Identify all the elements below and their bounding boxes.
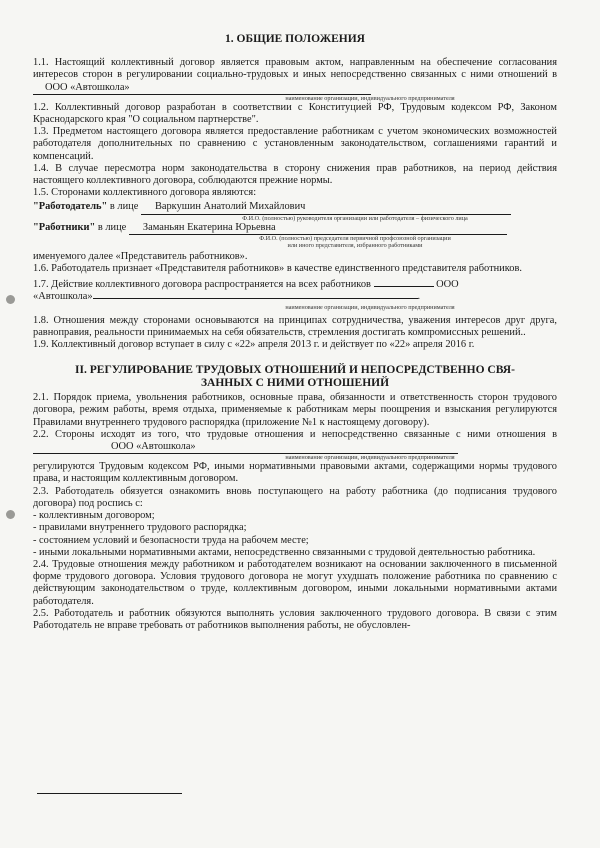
signature-line: [37, 793, 182, 794]
org-name-field: ООО «Автошкола»: [33, 82, 371, 95]
clause-2-2-continued: регулируются Трудовым кодексом РФ, иными нормативными правовыми актами, содержащими нормы трудового права, и настоящим коллективным договором.: [33, 461, 557, 485]
clause-2-3: 2.3. Работодатель обязуется ознакомить вновь поступающего на работу работника (до подписания трудового договора) под роспись с:: [33, 485, 557, 509]
workers-row: "Работники" в лице Заманьян Екатерина Юрьевна: [33, 222, 557, 235]
org-line: «Автошкола» .: [33, 291, 421, 303]
clause-1-9: 1.9. Коллективный договор вступает в силу с «22» апреля 2013 г. и действует по «22» апреля 2016 г.: [33, 339, 475, 351]
list-item: - состоянием условий и безопасности труда на рабочем месте;: [33, 534, 309, 546]
field-caption: наименование организации, индивидуального предпринимателя: [285, 303, 455, 311]
clause-2-5: 2.5. Работодатель и работник обязуются выполнять условия заключенного трудового договора. В связи с этим Работодатель не вправе требовать от работников выполнения работы, не обусловлен-: [33, 607, 557, 631]
list-item: - коллективным договором;: [33, 510, 155, 522]
field-caption: Ф.И.О. (полностью) руководителя организации или работодателя – физического лица: [242, 214, 468, 222]
field-caption: наименование организации, индивидуального предпринимателя: [285, 94, 455, 102]
clause-2-1: 2.1. Порядок приема, увольнения работников, основные права, обязанности и ответственность сторон трудового договора, режим работы, время отдыха, применяемые к работникам меры поощрения и взыскания регулируются Правилами внутреннего трудового распорядка (приложение №1 к настоящему договору).: [33, 392, 557, 428]
punch-hole: [6, 510, 15, 519]
clause-1-5: 1.5. Сторонами коллективного договора являются:: [33, 187, 257, 199]
field-caption: наименование организации, индивидуального предпринимателя: [285, 454, 455, 462]
list-item: - иными локальными нормативными актами, непосредственно связанными с трудовой деятельностью работника.: [33, 546, 536, 558]
clause-1-1: 1.1. Настоящий коллективный договор является правовым актом, направленным на обеспечение согласования интересов сторон в регулировании социально-трудовых и иных непосредственно связанных с ними отношений в ООО «Автошкола»: [33, 57, 557, 95]
punch-hole: [6, 295, 15, 304]
clause-2-2: 2.2. Стороны исходят из того, что трудовые отношения и непосредственно связанные с ними отношения в ООО «Автошкола»: [33, 429, 557, 454]
workers-name-field: Заманьян Екатерина Юрьевна: [129, 222, 507, 235]
section-1-title: 1. ОБЩИЕ ПОЛОЖЕНИЯ: [225, 33, 365, 45]
clause-1-4: 1.4. В случае пересмотра норм законодательства в сторону снижения прав работников, на период действия настоящего коллективного договора, соблюдаются прежние нормы.: [33, 162, 557, 187]
list-item: - правилами внутреннего трудового распорядка;: [33, 522, 247, 534]
org-name-field: ООО «Автошкола»: [33, 441, 458, 454]
workers-label: "Работники": [33, 221, 96, 233]
field-caption: Ф.И.О. (полностью) председателя первичной профсоюзной организации: [259, 234, 451, 242]
named-below: именуемого далее «Представитель работников».: [33, 250, 248, 262]
clause-2-4: 2.4. Трудовые отношения между работником и работодателем возникают на основании заключенного в письменной форме трудового договора. Условия трудового договора не могут ухудшать положение работника по сравнению с действующим законодательством о труде, коллективным договором, иными локальными нормативными актами работодателя.: [33, 558, 557, 607]
employer-label: "Работодатель": [33, 201, 108, 213]
field-caption: или иного представителя, избранного работниками: [287, 241, 423, 249]
clause-1-7: 1.7. Действие коллективного договора распространяется на всех работников ООО: [33, 279, 459, 291]
document-body: [33, 33, 557, 632]
section-2-title: II. РЕГУЛИРОВАНИЕ ТРУДОВЫХ ОТНОШЕНИЙ И НЕПОСРЕДСТВЕННО СВЯ- ЗАННЫХ С НИМИ ОТНОШЕНИЙ: [75, 364, 515, 390]
clause-1-6: 1.6. Работодатель признает «Представителя работников» в качестве единственного представителя работников.: [33, 263, 522, 275]
employer-name-field: Варкушин Анатолий Михайлович: [141, 201, 511, 214]
clause-1-2: 1.2. Коллективный договор разработан в соответствии с Конституцией РФ, Трудовым кодексом РФ, Законом Краснодарского края "О социальном партнерстве".: [33, 101, 557, 126]
clause-1-8: 1.8. Отношения между сторонами основываются на принципах сотрудничества, уважения интересов друг друга, равноправия, реальности принимаемых на себя обязательств, стремления достигать компромиссных решений..: [33, 314, 557, 338]
clause-1-3: 1.3. Предметом настоящего договора является предоставление работникам с учетом экономических возможностей работодателя дополнительных по сравнению с установленным законодательством, соглашениями гарантий и компенсаций.: [33, 126, 557, 162]
employer-row: "Работодатель" в лице Варкушин Анатолий Михайлович: [33, 201, 557, 214]
